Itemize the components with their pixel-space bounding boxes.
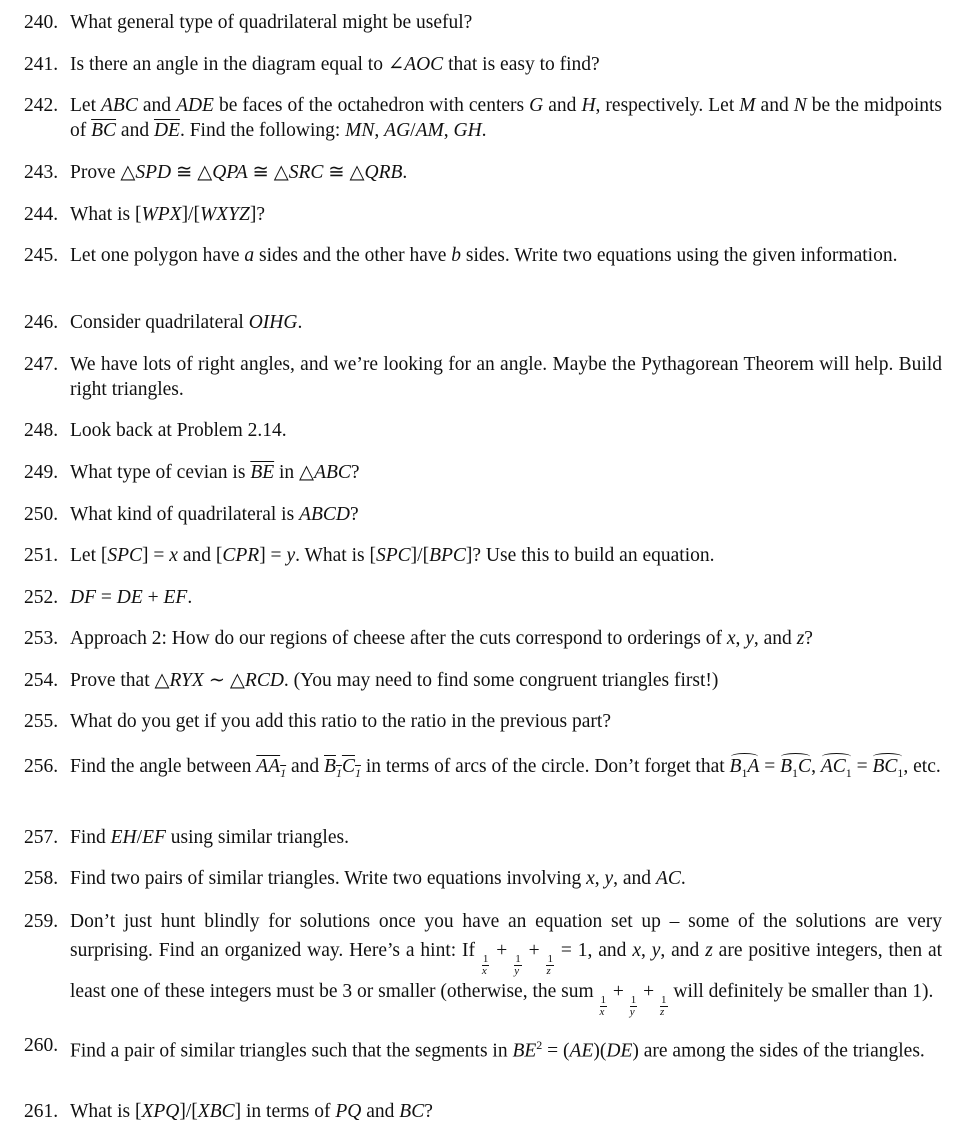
hint-item [24, 418, 942, 443]
hint-number: 254. [24, 670, 59, 691]
hint-number: 259. [24, 911, 59, 932]
hint-item [24, 10, 942, 35]
hint-number: 255. [24, 711, 59, 732]
hint-item [24, 202, 942, 227]
hint-item [24, 709, 942, 734]
hint-text: Don’t just hunt blindly for solutions once you have an equation set up – some of the solutions are very surprising. Find an organized way. Here’s a hint: If $\frac{1}{x}$ + $\frac{1}{y}$ + $\frac{1}{z}$ = 1, and x, y, and z are positive integers, then at least one of these integers must be 3 or smaller (otherwise, the sum $\frac{1}{x}$ + $\frac{1}{y}$ + $\frac{1}{z}$ will definitely be smaller than 1). [70, 911, 943, 1018]
hint-text: What do you get if you add this ratio to the ratio in the previous part? [70, 711, 611, 732]
hint-number: 256. [24, 756, 59, 777]
hint-text: What kind of quadrilateral is ABCD? [70, 504, 359, 525]
hint-text: Approach 2: How do our regions of cheese after the cuts correspond to orderings of x, y, and z? [70, 628, 813, 649]
hint-number: 250. [24, 504, 59, 525]
hint-number: 240. [24, 12, 59, 33]
hint-text: Prove that △RYX ∼ △RCD. (You may need to find some congruent triangles first!) [70, 670, 719, 691]
hint-item [24, 352, 942, 402]
hint-item [24, 1099, 942, 1124]
hint-item [24, 52, 942, 77]
hint-number: 253. [24, 628, 59, 649]
hint-number: 247. [24, 354, 59, 375]
hint-number: 251. [24, 545, 59, 566]
hint-text: Find EH/EF using similar triangles. [70, 827, 349, 848]
hint-number: 257. [24, 827, 59, 848]
hint-number: 243. [24, 162, 59, 183]
hint-item [24, 825, 942, 850]
hint-text: Find two pairs of similar triangles. Write two equations involving x, y, and AC. [70, 868, 686, 889]
hint-text: Prove △SPD ≅ △QPA ≅ △SRC ≅ △QRB. [70, 162, 408, 183]
hint-text: Find the angle between $AA_1$ and $B_1C_1$ in terms of arcs of the circle. Don’t forget that $B_1A = B_1C$, $AC_1 = BC_1$, etc. [70, 754, 942, 786]
hint-text: DF = DE + EF. [70, 587, 193, 608]
hint-item [24, 866, 942, 891]
hint-text: Look back at Problem 2.14. [70, 420, 287, 441]
hint-item [24, 502, 942, 527]
hint-item [24, 1033, 942, 1064]
hint-text: Let [SPC] = x and [CPR] = y. What is [SPC]/[BPC]? Use this to build an equation. [70, 545, 715, 566]
hint-item [24, 543, 942, 568]
hint-item [24, 668, 942, 693]
hint-item [24, 93, 942, 143]
hint-text: Is there an angle in the diagram equal to ∠AOC that is easy to find? [70, 54, 600, 75]
hint-item [24, 626, 942, 651]
hint-number: 252. [24, 587, 59, 608]
hint-number: 245. [24, 245, 59, 266]
hint-text: Let one polygon have a sides and the other have b sides. Write two equations using the given information. [70, 245, 898, 266]
hint-number: 258. [24, 868, 59, 889]
hint-number: 242. [24, 95, 59, 116]
hint-number: 246. [24, 312, 59, 333]
hint-text: What general type of quadrilateral might be useful? [70, 12, 473, 33]
hint-item [24, 907, 942, 1018]
hint-item [24, 754, 942, 786]
hint-number: 244. [24, 204, 59, 225]
hint-number: 261. [24, 1101, 59, 1122]
hint-text: Consider quadrilateral OIHG. [70, 312, 303, 333]
hint-number: 248. [24, 420, 59, 441]
hint-text: We have lots of right angles, and we’re looking for an angle. Maybe the Pythagorean Theorem will help. Build right triangles. [70, 354, 942, 400]
hint-text: What is [WPX]/[WXYZ]? [70, 204, 265, 225]
hint-item [24, 310, 942, 335]
hint-text: Let ABC and ADE be faces of the octahedron with centers G and H, respectively. Let M and N be the midpoints of $\overline{BC}$ and $\overline{DE}$. Find the following: MN, AG/AM, GH. [70, 95, 943, 141]
hint-item [24, 585, 942, 610]
hint-text: What is [XPQ]/[XBC] in terms of PQ and BC? [70, 1101, 433, 1122]
hint-item [24, 160, 942, 185]
hint-text: Find a pair of similar triangles such that the segments in $BE^2 = (AE)(DE)$ are among the sides of the triangles. [70, 1038, 925, 1062]
hint-number: 260. [24, 1035, 59, 1056]
hint-item [24, 243, 942, 268]
hint-number: 249. [24, 462, 59, 483]
hint-text: What type of cevian is $\overline{BE}$ in △ABC? [70, 462, 360, 483]
hint-number: 241. [24, 54, 59, 75]
hint-item [24, 460, 942, 485]
